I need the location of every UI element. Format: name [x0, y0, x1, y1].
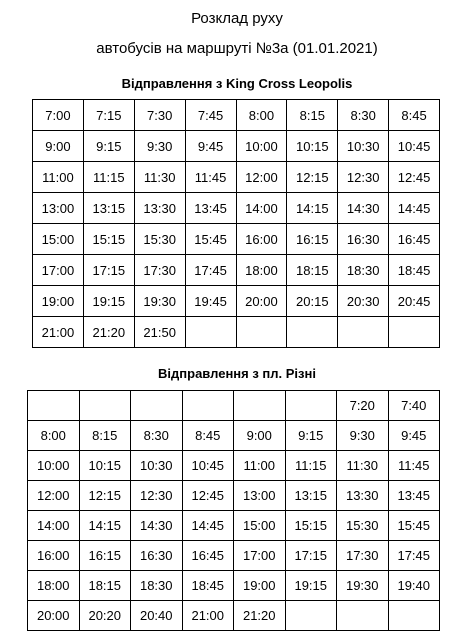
document-subtitle: автобусів на маршруті №3а (01.01.2021) — [96, 40, 378, 57]
time-cell: 12:45 — [389, 162, 440, 193]
time-cell: 10:30 — [131, 451, 183, 481]
time-cell: 12:15 — [287, 162, 338, 193]
time-cell: 15:30 — [134, 224, 185, 255]
time-cell: 14:00 — [236, 193, 287, 224]
time-cell: 19:00 — [234, 571, 286, 601]
time-cell — [285, 601, 337, 631]
time-cell: 13:30 — [337, 481, 389, 511]
time-cell: 8:15 — [79, 421, 131, 451]
time-cell: 12:30 — [338, 162, 389, 193]
time-cell: 9:30 — [134, 131, 185, 162]
time-cell: 14:45 — [389, 193, 440, 224]
table-row — [28, 421, 440, 451]
time-cell: 9:45 — [185, 131, 236, 162]
time-cell: 18:45 — [182, 571, 234, 601]
time-cell: 9:15 — [285, 421, 337, 451]
time-cell: 20:15 — [287, 286, 338, 317]
time-cell: 11:15 — [83, 162, 134, 193]
time-cell: 13:45 — [388, 481, 440, 511]
schedule-table-pl-rizni — [27, 390, 440, 631]
time-cell: 21:20 — [234, 601, 286, 631]
time-cell: 15:30 — [337, 511, 389, 541]
time-cell: 14:30 — [338, 193, 389, 224]
time-cell: 17:15 — [83, 255, 134, 286]
time-cell: 19:30 — [134, 286, 185, 317]
time-cell: 10:30 — [338, 131, 389, 162]
table-row — [33, 131, 440, 162]
time-cell: 16:00 — [236, 224, 287, 255]
time-cell: 18:15 — [79, 571, 131, 601]
time-cell: 12:00 — [236, 162, 287, 193]
time-cell: 19:30 — [337, 571, 389, 601]
time-cell: 17:00 — [234, 541, 286, 571]
table-row — [28, 541, 440, 571]
table-row — [33, 224, 440, 255]
time-cell: 12:45 — [182, 481, 234, 511]
time-cell: 17:45 — [185, 255, 236, 286]
time-cell: 16:15 — [287, 224, 338, 255]
time-cell: 13:30 — [134, 193, 185, 224]
time-cell: 11:00 — [33, 162, 84, 193]
time-cell: 14:30 — [131, 511, 183, 541]
time-cell: 15:15 — [83, 224, 134, 255]
table-row — [28, 571, 440, 601]
time-cell: 17:30 — [134, 255, 185, 286]
time-cell: 18:45 — [389, 255, 440, 286]
section-title-king-cross: Відправлення з King Cross Leopolis — [121, 76, 353, 91]
table-row — [28, 481, 440, 511]
time-cell: 11:00 — [234, 451, 286, 481]
time-cell: 18:00 — [236, 255, 287, 286]
time-cell: 15:45 — [388, 511, 440, 541]
time-cell: 17:30 — [337, 541, 389, 571]
time-cell: 9:15 — [83, 131, 134, 162]
time-cell — [236, 317, 287, 348]
time-cell: 21:20 — [83, 317, 134, 348]
time-cell: 13:15 — [83, 193, 134, 224]
time-cell: 7:30 — [134, 100, 185, 131]
time-cell: 20:45 — [389, 286, 440, 317]
time-cell: 17:15 — [285, 541, 337, 571]
table-row — [33, 193, 440, 224]
time-cell: 13:45 — [185, 193, 236, 224]
time-cell: 7:15 — [83, 100, 134, 131]
time-cell: 10:15 — [287, 131, 338, 162]
time-cell: 7:40 — [388, 391, 440, 421]
time-cell: 15:15 — [285, 511, 337, 541]
time-cell: 16:30 — [338, 224, 389, 255]
time-cell: 20:20 — [79, 601, 131, 631]
time-cell — [285, 391, 337, 421]
time-cell — [182, 391, 234, 421]
time-cell: 7:20 — [337, 391, 389, 421]
time-cell — [131, 391, 183, 421]
time-cell: 14:45 — [182, 511, 234, 541]
time-cell: 17:45 — [388, 541, 440, 571]
time-cell: 10:00 — [28, 451, 80, 481]
schedule-table-king-cross — [32, 99, 440, 348]
time-cell: 8:15 — [287, 100, 338, 131]
time-cell: 21:50 — [134, 317, 185, 348]
time-cell: 11:15 — [285, 451, 337, 481]
time-cell: 7:00 — [33, 100, 84, 131]
time-cell — [185, 317, 236, 348]
time-cell: 13:00 — [33, 193, 84, 224]
time-cell: 12:30 — [131, 481, 183, 511]
table-row — [28, 511, 440, 541]
time-cell: 8:45 — [182, 421, 234, 451]
time-cell: 9:00 — [234, 421, 286, 451]
time-cell: 8:30 — [338, 100, 389, 131]
time-cell: 18:15 — [287, 255, 338, 286]
time-cell: 21:00 — [182, 601, 234, 631]
time-cell — [388, 601, 440, 631]
time-cell: 19:15 — [83, 286, 134, 317]
time-cell: 20:00 — [28, 601, 80, 631]
time-cell: 12:15 — [79, 481, 131, 511]
section-title-pl-rizni: Відправлення з пл. Різні — [158, 366, 316, 381]
table-row — [28, 601, 440, 631]
time-cell: 19:15 — [285, 571, 337, 601]
time-cell: 7:45 — [185, 100, 236, 131]
table-row — [33, 317, 440, 348]
time-cell: 8:00 — [236, 100, 287, 131]
time-cell: 20:40 — [131, 601, 183, 631]
time-cell — [338, 317, 389, 348]
time-cell: 15:45 — [185, 224, 236, 255]
time-cell — [389, 317, 440, 348]
time-cell: 11:30 — [134, 162, 185, 193]
time-cell: 16:45 — [389, 224, 440, 255]
time-cell: 16:00 — [28, 541, 80, 571]
time-cell — [79, 391, 131, 421]
time-cell: 10:45 — [389, 131, 440, 162]
time-cell: 11:45 — [185, 162, 236, 193]
time-cell: 8:30 — [131, 421, 183, 451]
time-cell — [28, 391, 80, 421]
time-cell — [337, 601, 389, 631]
time-cell: 14:00 — [28, 511, 80, 541]
document-title: Розклад руху — [191, 10, 283, 27]
time-cell: 14:15 — [287, 193, 338, 224]
time-cell: 16:15 — [79, 541, 131, 571]
time-cell: 13:00 — [234, 481, 286, 511]
time-cell: 9:45 — [388, 421, 440, 451]
time-cell: 9:30 — [337, 421, 389, 451]
table-row — [33, 100, 440, 131]
time-cell: 10:00 — [236, 131, 287, 162]
table-row — [33, 255, 440, 286]
time-cell: 8:45 — [389, 100, 440, 131]
table-row — [33, 286, 440, 317]
time-cell: 11:30 — [337, 451, 389, 481]
time-cell: 14:15 — [79, 511, 131, 541]
time-cell: 18:00 — [28, 571, 80, 601]
time-cell: 19:45 — [185, 286, 236, 317]
time-cell: 20:30 — [338, 286, 389, 317]
time-cell: 13:15 — [285, 481, 337, 511]
time-cell — [234, 391, 286, 421]
time-cell: 17:00 — [33, 255, 84, 286]
table-row — [28, 391, 440, 421]
time-cell: 21:00 — [33, 317, 84, 348]
time-cell: 20:00 — [236, 286, 287, 317]
time-cell: 10:45 — [182, 451, 234, 481]
time-cell: 19:00 — [33, 286, 84, 317]
time-cell: 16:30 — [131, 541, 183, 571]
table-row — [28, 451, 440, 481]
time-cell: 11:45 — [388, 451, 440, 481]
time-cell: 9:00 — [33, 131, 84, 162]
time-cell: 16:45 — [182, 541, 234, 571]
time-cell: 18:30 — [131, 571, 183, 601]
time-cell: 18:30 — [338, 255, 389, 286]
time-cell: 15:00 — [33, 224, 84, 255]
time-cell: 12:00 — [28, 481, 80, 511]
time-cell — [287, 317, 338, 348]
time-cell: 8:00 — [28, 421, 80, 451]
time-cell: 10:15 — [79, 451, 131, 481]
table-row — [33, 162, 440, 193]
time-cell: 15:00 — [234, 511, 286, 541]
time-cell: 19:40 — [388, 571, 440, 601]
